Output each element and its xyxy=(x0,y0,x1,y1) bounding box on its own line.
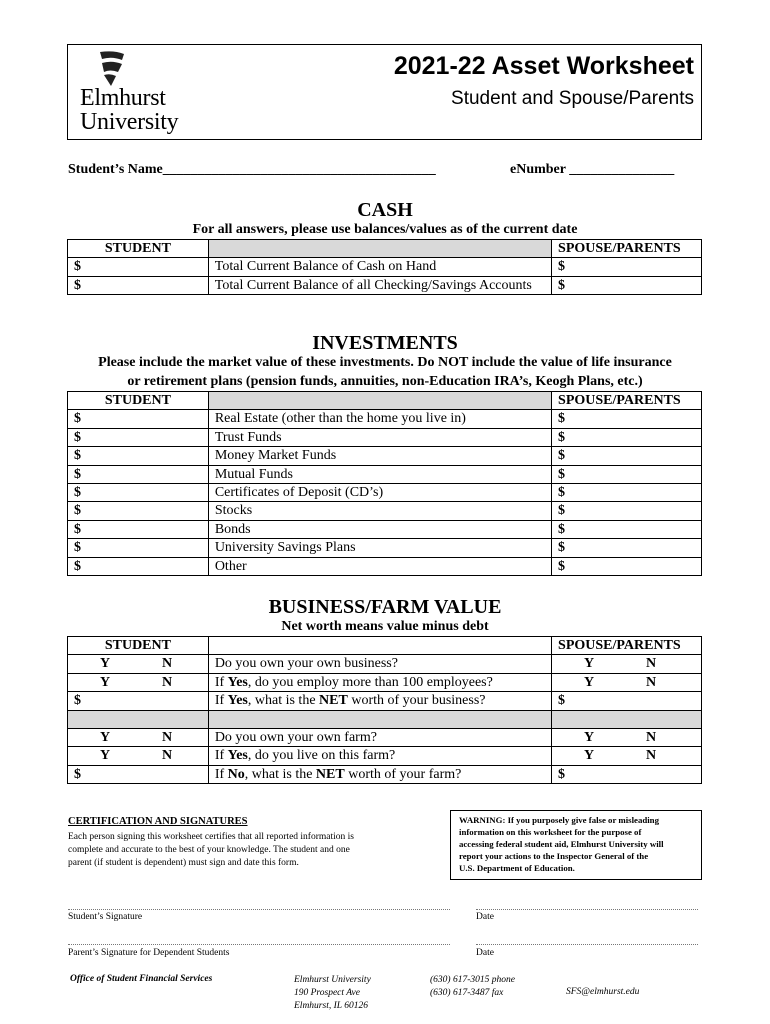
parent-date-label: Date xyxy=(476,948,494,958)
student-amount-field[interactable]: $ xyxy=(68,428,209,446)
student-no-option[interactable]: N xyxy=(161,729,173,745)
spouse-amount-field[interactable]: $ xyxy=(552,765,702,783)
student-signature-label: Student’s Signature xyxy=(68,912,143,922)
spouse-yes-option[interactable]: Y xyxy=(583,656,595,672)
table-row xyxy=(68,692,702,710)
parent-date-line[interactable] xyxy=(476,944,698,945)
parent-signature-label: Parent’s Signature for Dependent Students xyxy=(68,948,230,958)
enumber-row xyxy=(510,162,674,178)
row-label: Bonds xyxy=(208,520,551,538)
spouse-amount-field[interactable]: $ xyxy=(552,410,702,428)
spouse-amount-field[interactable]: $ xyxy=(552,258,702,276)
certification-text: Each person signing this worksheet certifies that all reported information is complete and accurate to the best of your knowledge. The student and one parent (if student is dependent) must sign and date this form. xyxy=(68,832,354,868)
certification-heading: CERTIFICATION AND SIGNATURES xyxy=(68,816,248,827)
spouse-amount-field[interactable]: $ xyxy=(552,428,702,446)
student-name-label: Student’s Name xyxy=(68,162,163,177)
row-label: Other xyxy=(208,557,551,575)
row-label: If Yes, do you employ more than 100 employees? xyxy=(208,673,551,691)
student-name-field[interactable]: _______________________________________ xyxy=(162,162,436,177)
student-amount-field[interactable]: $ xyxy=(68,520,209,538)
shaded-header-cell xyxy=(208,240,551,258)
spouse-amount-field[interactable]: $ xyxy=(552,692,702,710)
address-block: Elmhurst University 190 Prospect Ave Elmhurst, IL 60126 xyxy=(294,975,371,1011)
investments-note-1: Please include the market value of these investments. Do NOT include the value of life insurance xyxy=(98,355,672,370)
blank-header-cell xyxy=(208,637,551,655)
table-row xyxy=(68,673,702,691)
cash-note: For all answers, please use balances/values as of the current date xyxy=(192,222,578,237)
student-amount-field[interactable]: $ xyxy=(68,539,209,557)
student-column-header: STUDENT xyxy=(68,392,209,410)
row-label: Mutual Funds xyxy=(208,465,551,483)
table-row xyxy=(68,258,702,276)
table-row xyxy=(68,747,702,765)
office-name: Office of Student Financial Services xyxy=(70,974,213,984)
student-amount-field[interactable]: $ xyxy=(68,502,209,520)
table-row xyxy=(68,765,702,783)
row-label: If No, what is the NET worth of your farm? xyxy=(208,765,551,783)
table-row xyxy=(68,557,702,575)
spouse-amount-field[interactable]: $ xyxy=(552,520,702,538)
student-date-line[interactable] xyxy=(476,909,698,910)
row-label: Do you own your own business? xyxy=(208,655,551,673)
investments-note-2: or retirement plans (pension funds, annuities, non-Education IRA’s, Keogh Plans, etc.) xyxy=(127,374,643,389)
spouse-amount-field[interactable]: $ xyxy=(552,539,702,557)
enumber-label: eNumber xyxy=(510,162,566,177)
business-heading: BUSINESS/FARM VALUE xyxy=(268,596,502,618)
spouse-amount-field[interactable]: $ xyxy=(552,465,702,483)
spouse-no-option[interactable]: N xyxy=(645,656,657,672)
spouse-no-option[interactable]: N xyxy=(645,748,657,764)
spouse-yes-option[interactable]: Y xyxy=(583,674,595,690)
student-amount-field[interactable]: $ xyxy=(68,410,209,428)
student-amount-field[interactable]: $ xyxy=(68,557,209,575)
table-row xyxy=(68,465,702,483)
student-amount-field[interactable]: $ xyxy=(68,258,209,276)
table-row xyxy=(68,428,702,446)
student-no-option[interactable]: N xyxy=(161,674,173,690)
spouse-no-option[interactable]: N xyxy=(645,674,657,690)
student-column-header: STUDENT xyxy=(68,637,209,655)
student-date-label: Date xyxy=(476,912,494,922)
student-column-header: STUDENT xyxy=(68,240,209,258)
table-row xyxy=(68,539,702,557)
enumber-field[interactable]: _______________ xyxy=(569,162,675,177)
email-link[interactable]: SFS@elmhurst.edu xyxy=(566,987,640,997)
row-label: Money Market Funds xyxy=(208,447,551,465)
student-amount-field[interactable]: $ xyxy=(68,483,209,501)
spouse-amount-field[interactable]: $ xyxy=(552,483,702,501)
row-label: Total Current Balance of Cash on Hand xyxy=(208,258,551,276)
parent-signature-line[interactable] xyxy=(68,944,450,945)
shaded-header-cell xyxy=(208,392,551,410)
spouse-column-header: SPOUSE/PARENTS xyxy=(552,392,702,410)
student-amount-field[interactable]: $ xyxy=(68,765,209,783)
student-yes-option[interactable]: Y xyxy=(99,748,111,764)
table-row xyxy=(68,276,702,294)
student-amount-field[interactable]: $ xyxy=(68,447,209,465)
table-row xyxy=(68,410,702,428)
row-label: Real Estate (other than the home you live in) xyxy=(208,410,551,428)
investments-table xyxy=(67,391,702,576)
table-row xyxy=(68,502,702,520)
row-label: If Yes, what is the NET worth of your business? xyxy=(208,692,551,710)
student-no-option[interactable]: N xyxy=(161,748,173,764)
spouse-amount-field[interactable]: $ xyxy=(552,557,702,575)
divider-row xyxy=(68,710,702,728)
table-row xyxy=(68,655,702,673)
student-signature-line[interactable] xyxy=(68,909,450,910)
student-amount-field[interactable]: $ xyxy=(68,276,209,294)
university-logo xyxy=(78,50,198,138)
row-label: Do you own your own farm? xyxy=(208,728,551,746)
investments-heading: INVESTMENTS xyxy=(312,332,458,354)
table-row xyxy=(68,447,702,465)
row-label: Certificates of Deposit (CD’s) xyxy=(208,483,551,501)
table-row xyxy=(68,520,702,538)
spouse-yes-option[interactable]: Y xyxy=(583,729,595,745)
spouse-amount-field[interactable]: $ xyxy=(552,447,702,465)
page-title: 2021-22 Asset Worksheet xyxy=(393,52,694,80)
spouse-column-header: SPOUSE/PARENTS xyxy=(552,637,702,655)
phone-block: (630) 617-3015 phone (630) 617-3487 fax xyxy=(430,975,515,998)
row-label: Trust Funds xyxy=(208,428,551,446)
student-amount-field[interactable]: $ xyxy=(68,465,209,483)
spouse-no-option[interactable]: N xyxy=(645,729,657,745)
row-label: Stocks xyxy=(208,502,551,520)
cash-table xyxy=(67,239,702,295)
warning-box: WARNING: If you purposely give false or misleading information on this worksheet for the purpose of accessing federal student aid, Elmhurst University will report your actions to the Inspector General of the U.S. Department of Education. xyxy=(450,810,702,880)
student-no-option[interactable]: N xyxy=(161,656,173,672)
table-row xyxy=(68,728,702,746)
page-subtitle: Student and Spouse/Parents xyxy=(451,88,694,109)
spouse-yes-option[interactable]: Y xyxy=(583,748,595,764)
student-name-row xyxy=(68,162,436,178)
business-table xyxy=(67,636,702,784)
logo-line-1: Elmhurst xyxy=(80,85,166,111)
spouse-amount-field[interactable]: $ xyxy=(552,276,702,294)
student-amount-field[interactable]: $ xyxy=(68,692,209,710)
row-label: If Yes, do you live on this farm? xyxy=(208,747,551,765)
cash-heading: CASH xyxy=(357,199,413,221)
spouse-column-header: SPOUSE/PARENTS xyxy=(552,240,702,258)
business-note: Net worth means value minus debt xyxy=(281,619,489,634)
logo-line-2: University xyxy=(80,109,179,135)
student-yes-option[interactable]: Y xyxy=(99,656,111,672)
student-yes-option[interactable]: Y xyxy=(99,674,111,690)
row-label: Total Current Balance of all Checking/Savings Accounts xyxy=(208,276,551,294)
spouse-amount-field[interactable]: $ xyxy=(552,502,702,520)
table-row xyxy=(68,483,702,501)
student-yes-option[interactable]: Y xyxy=(99,729,111,745)
shield-icon xyxy=(94,50,128,88)
row-label: University Savings Plans xyxy=(208,539,551,557)
